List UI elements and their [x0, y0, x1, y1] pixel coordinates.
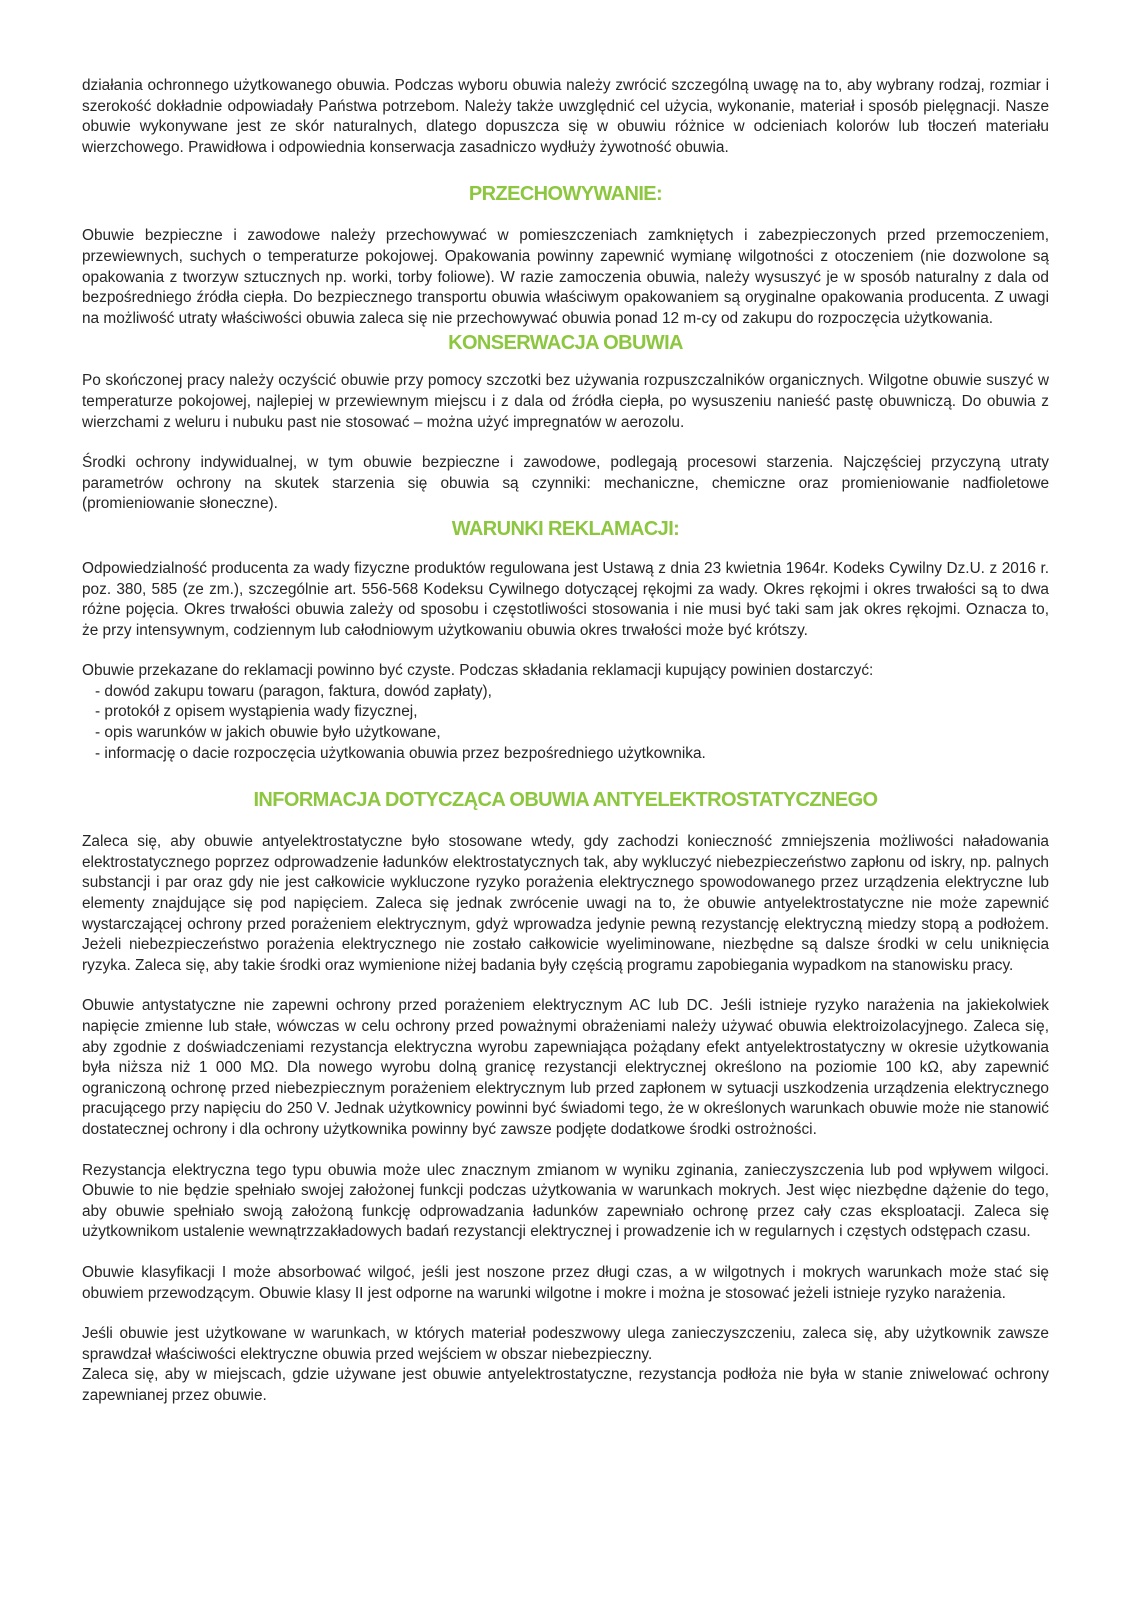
list-item: - informację o dacie rozpoczęcia użytkowania obuwia przez bezpośredniego użytkownika.	[95, 744, 706, 762]
maintenance-paragraph-1: Po skończonej pracy należy oczyścić obuwie przy pomocy szczotki bez używania rozpuszczalników organicznych. Wilgotne obuwie suszyć w temperaturze pokojowej, najlepiej w przewiewnym miejscu i z dala od źródła ciepła, po wysuszeniu nanieść pastę obuwniczą. Do obuwia z wierzchami z weluru i nubuku past nie stosować – można użyć impregnatów w aerozolu.	[82, 372, 1049, 431]
complaints-paragraph-1: Odpowiedzialność producenta za wady fizyczne produktów regulowana jest Ustawą z dnia 23 kwietnia 1964r. Kodeks Cywilny Dz.U. z 2016 r. poz. 380, 585 (ze zm.), szczególnie art. 556-568 Kodeksu Cywilnego dotyczącej rękojmi za wady. Okres rękojmi i okres trwałości są to dwa różne pojęcia. Okres trwałości obuwia zależy od sposobu i częstotliwości stosowania i nie musi być taki sam jak okres rękojmi. Oznacza to, że przy intensywnym, codziennym lub całodniowym użytkowaniu obuwia okres trwałości może być krótszy.	[82, 559, 1049, 639]
list-item: - dowód zakupu towaru (paragon, faktura, dowód zapłaty),	[95, 682, 492, 700]
intro-paragraph: działania ochronnego użytkowanego obuwia. Podczas wyboru obuwia należy zwrócić szczególną uwagę na to, aby wybrany rodzaj, rozmiar i szerokość dokładnie odpowiadały Państwa potrzebom. Należy także uwzględnić cel użycia, wykonanie, materiał i sposób pielęgnacji. Nasze obuwie wykonywane jest ze skór naturalnych, dlatego dopuszcza się w obuwiu różnice w odcieniach kolorów lub tłoczeń materiału wierzchowego. Prawidłowa i odpowiednia konserwacja zasadniczo wydłuży żywotność obuwia.	[82, 77, 1049, 156]
list-item: - opis warunków w jakich obuwie było użytkowane,	[95, 724, 441, 742]
complaints-heading: WARUNKI REKLAMACJI:	[451, 517, 680, 540]
list-item: - protokół z opisem wystąpienia wady fizycznej,	[95, 703, 418, 721]
document-page	[82, 76, 1049, 1407]
storage-paragraph: Obuwie bezpieczne i zawodowe należy przechowywać w pomieszczeniach zamkniętych i zabezpieczonych przed przemoczeniem, przewiewnych, suchych o temperaturze pokojowej. Opakowania powinny zapewnić wymianę wilgotności z otoczeniem (nie dozwolone są opakowania z tworzyw sztucznych np. worki, torby foliowe). W razie zamoczenia obuwia, należy wysuszyć je w sposób naturalny z dala od bezpośredniego źródła ciepła. Do bezpiecznego transportu obuwia właściwym opakowaniem są oryginalne opakowania producenta. Z uwagi na możliwość utraty właściwości obuwia zaleca się nie przechowywać obuwia ponad 12 m-cy od zakupu do rozpoczęcia użytkowania.	[82, 227, 1049, 327]
maintenance-paragraph-2: Środki ochrony indywidualnej, w tym obuwie bezpieczne i zawodowe, podlegają procesowi starzenia. Najczęściej przyczyną utraty parametrów ochrony na skutek starzenia się obuwia są czynniki: mechaniczne, chemiczne oraz promieniowanie nadfioletowe (promieniowanie słoneczne).	[82, 454, 1049, 513]
maintenance-heading: KONSERWACJA OBUWIA	[448, 332, 683, 355]
antistatic-paragraph-6: Zaleca się, aby w miejscach, gdzie używane jest obuwie antyelektrostatyczne, rezystancja podłoża nie była w stanie zniwelować ochrony zapewnianej przez obuwie.	[82, 1366, 1049, 1404]
antistatic-paragraph-2: Obuwie antystatyczne nie zapewni ochrony przed porażeniem elektrycznym AC lub DC. Jeśli istnieje ryzyko narażenia na jakiekolwiek napięcie zmienne lub stałe, wówczas w celu ochrony przed poważnymi obrażeniami należy używać obuwia elektroizolacyjnego. Zaleca się, aby zgodnie z doświadczeniami rezystancja elektryczna wyrobu zapewniająca pożądany efekt antyelektrostatyczny w okresie użytkowania była niższa niż 1 000 MΩ. Dla nowego wyrobu dolną granicę rezystancji elektrycznej określono na poziomie 100 kΩ, aby zapewnić ograniczoną ochronę przed niebezpiecznym porażeniem elektrycznym lub przed zapłonem w sytuacji uszkodzenia urządzenia elektrycznego pracującego przy napięciu do 250 V. Jednak użytkownicy powinni być świadomi tego, że w określonych warunkach obuwie może nie stanowić dostatecznej ochrony i dla ochrony użytkownika powinny być zawsze podjęte dodatkowe środki ostrożności.	[82, 997, 1049, 1138]
storage-heading: PRZECHOWYWANIE:	[468, 183, 663, 206]
antistatic-paragraph-5: Jeśli obuwie jest użytkowane w warunkach, w których materiał podeszwowy ulega zanieczyszczeniu, zaleca się, aby użytkownik zawsze sprawdzał właściwości elektryczne obuwia przed wejściem w obszar niebezpieczny.	[82, 1325, 1049, 1363]
antistatic-paragraph-3: Rezystancja elektryczna tego typu obuwia może ulec znacznym zmianom w wyniku zginania, zanieczyszczenia lub pod wpływem wilgoci. Obuwie to nie będzie spełniało swojej założonej funkcji podczas użytkowania w warunkach mokrych. Jest więc niezbędne dążenie do tego, aby obuwie spełniało swoją założoną funkcję odprowadzania ładunków zapewniało ochronę przez cały czas eksploatacji. Zaleca się użytkownikom ustalenie wewnątrzzakładowych badań rezystancji elektrycznej i prowadzenie ich w regularnych i częstych odstępach czasu.	[82, 1161, 1049, 1241]
antistatic-heading: INFORMACJA DOTYCZĄCA OBUWIA ANTYELEKTROSTATYCZNEGO	[253, 789, 878, 812]
complaints-paragraph-2: Obuwie przekazane do reklamacji powinno być czyste. Podczas składania reklamacji kupujący powinien dostarczyć:	[82, 662, 874, 680]
antistatic-paragraph-1: Zaleca się, aby obuwie antyelektrostatyczne było stosowane wtedy, gdy zachodzi konieczność zmniejszenia możliwości naładowania elektrostatycznego poprzez odprowadzenie ładunków elektrostatycznych tak, aby wykluczyć niebezpieczeństwo zapłonu od iskry, np. palnych substancji i par oraz gdy nie jest całkowicie wykluczone ryzyko porażenia elektrycznego spowodowanego przez urządzenia elektryczne lub elementy znajdujące się pod napięciem. Zaleca się jednak zwrócenie uwagi na to, że obuwie antyelektrostatyczne nie może zapewnić wystarczającej ochrony przed porażeniem elektrycznym, gdyż wprowadza jedynie pewną rezystancję elektryczną miedzy stopą a podłożem. Jeżeli niebezpieczeństwo porażenia elektrycznego nie zostało całkowicie wyeliminowane, niezbędne są dalsze środki w celu uniknięcia ryzyka. Zaleca się, aby takie środki oraz wymienione niżej badania były częścią programu zapobiegania wypadkom na stanowisku pracy.	[82, 833, 1049, 974]
antistatic-paragraph-4: Obuwie klasyfikacji I może absorbować wilgoć, jeśli jest noszone przez długi czas, a w wilgotnych i mokrych warunkach może stać się obuwiem przewodzącym. Obuwie klasy II jest odporne na warunki wilgotne i mokre i można je stosować jeżeli istnieje ryzyko narażenia.	[82, 1263, 1049, 1302]
complaints-required-documents-list	[82, 682, 1049, 764]
